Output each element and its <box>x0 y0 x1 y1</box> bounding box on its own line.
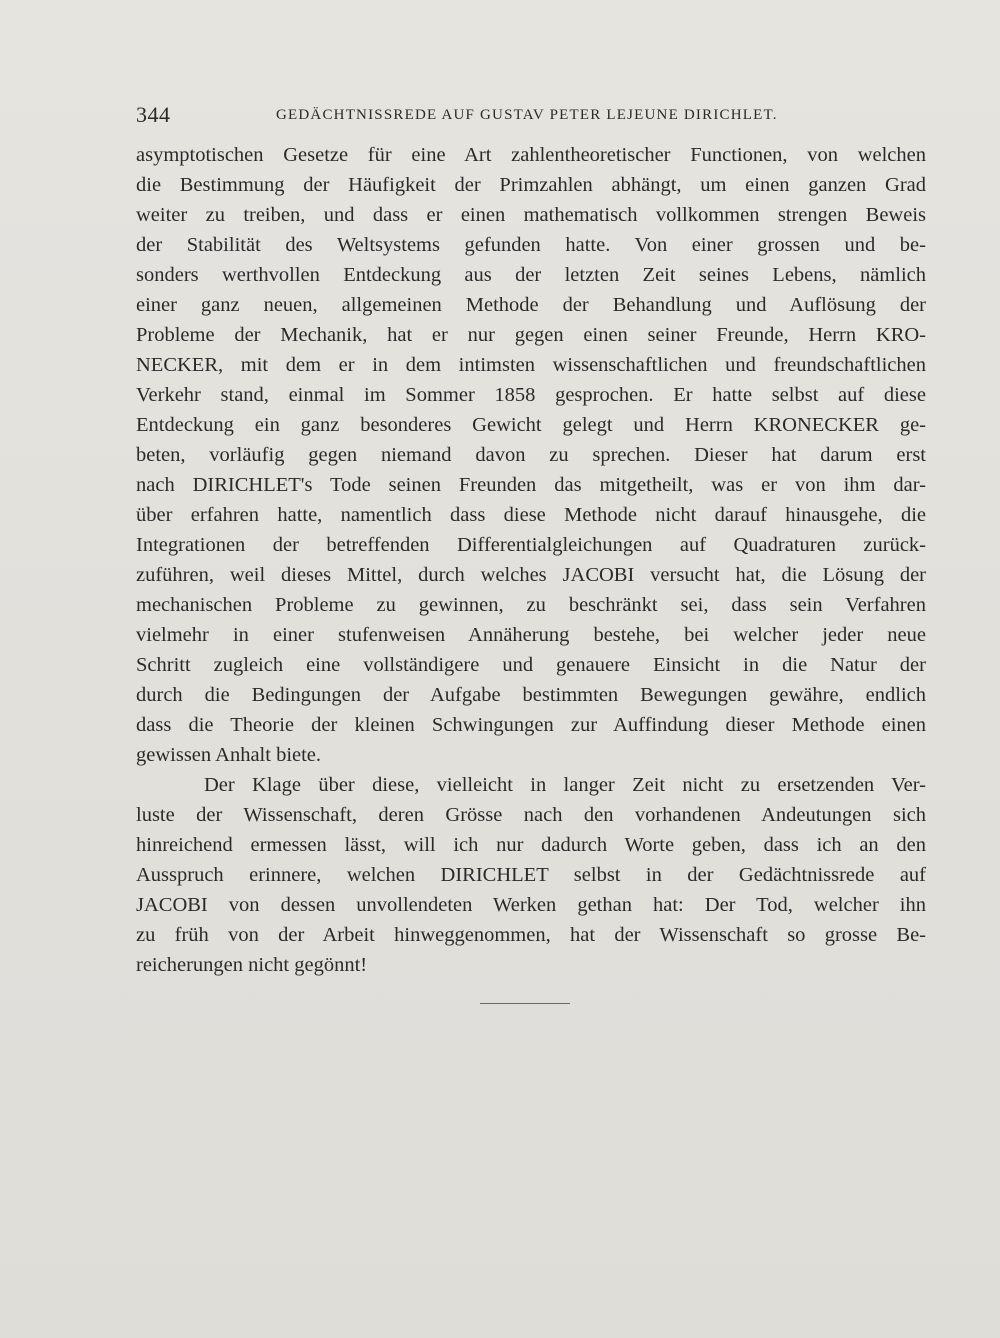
text-line: die Bestimmung der Häufigkeit der Primzahlen abhängt, um einen ganzen Grad <box>136 174 926 196</box>
text-line: Schritt zugleich eine vollständigere und genauere Einsicht in die Natur der <box>136 654 926 676</box>
text-line: der Stabilität des Weltsystems gefunden hatte. Von einer grossen und be- <box>136 234 926 256</box>
text-line: Integrationen der betreffenden Differentialgleichungen auf Quadraturen zurück- <box>136 534 926 556</box>
text-line: weiter zu treiben, und dass er einen mathematisch vollkommen strengen Beweis <box>136 204 926 226</box>
text-line: über erfahren hatte, namentlich dass diese Methode nicht darauf hinausgehe, die <box>136 504 926 526</box>
text-line: nach DIRICHLET's Tode seinen Freunden das mitgetheilt, was er von ihm dar- <box>136 474 926 496</box>
text-line: reicherungen nicht gegönnt! <box>136 954 368 976</box>
paragraph-first-line: Der Klage über diese, vielleicht in langer Zeit nicht zu ersetzenden Ver- <box>204 774 926 796</box>
body-text <box>136 140 926 980</box>
text-line: gewissen Anhalt biete. <box>136 744 322 766</box>
text-line: zuführen, weil dieses Mittel, durch welches JACOBI versucht hat, die Lösung der <box>136 564 926 586</box>
text-line: Ausspruch erinnere, welchen DIRICHLET selbst in der Gedächtnissrede auf <box>136 864 926 886</box>
text-line: beten, vorläufig gegen niemand davon zu sprechen. Dieser hat darum erst <box>136 444 926 466</box>
text-line: vielmehr in einer stufenweisen Annäherung bestehe, bei welcher jeder neue <box>136 624 926 646</box>
text-line: hinreichend ermessen lässt, will ich nur dadurch Worte geben, dass ich an den <box>136 834 926 856</box>
text-line: zu früh von der Arbeit hinweggenommen, hat der Wissenschaft so grosse Be- <box>136 924 926 946</box>
text-line: Entdeckung ein ganz besonderes Gewicht gelegt und Herrn KRONECKER ge- <box>136 414 926 436</box>
running-head: GEDÄCHTNISSREDE AUF GUSTAV PETER LEJEUNE DIRICHLET. <box>276 107 778 123</box>
text-line: durch die Bedingungen der Aufgabe bestimmten Bewegungen gewähre, endlich <box>136 684 926 706</box>
text-line: asymptotischen Gesetze für eine Art zahlentheoretischer Functionen, von welchen <box>136 144 926 166</box>
section-end-rule <box>480 1003 570 1004</box>
text-line: JACOBI von dessen unvollendeten Werken gethan hat: Der Tod, welcher ihn <box>136 894 926 916</box>
text-line: einer ganz neuen, allgemeinen Methode der Behandlung und Auflösung der <box>136 294 926 316</box>
text-line: mechanischen Probleme zu gewinnen, zu beschränkt sei, dass sein Verfahren <box>136 594 926 616</box>
text-line: luste der Wissenschaft, deren Grösse nach den vorhandenen Andeutungen sich <box>136 804 926 826</box>
text-line: Probleme der Mechanik, hat er nur gegen einen seiner Freunde, Herrn KRO- <box>136 324 926 346</box>
text-line: NECKER, mit dem er in dem intimsten wissenschaftlichen und freundschaftlichen <box>136 354 926 376</box>
text-line: dass die Theorie der kleinen Schwingungen zur Auffindung dieser Methode einen <box>136 714 926 736</box>
page-number: 344 <box>136 102 171 127</box>
page-header <box>136 102 926 132</box>
text-line: Verkehr stand, einmal im Sommer 1858 gesprochen. Er hatte selbst auf diese <box>136 384 926 406</box>
text-line: sonders werthvollen Entdeckung aus der letzten Zeit seines Lebens, nämlich <box>136 264 926 286</box>
